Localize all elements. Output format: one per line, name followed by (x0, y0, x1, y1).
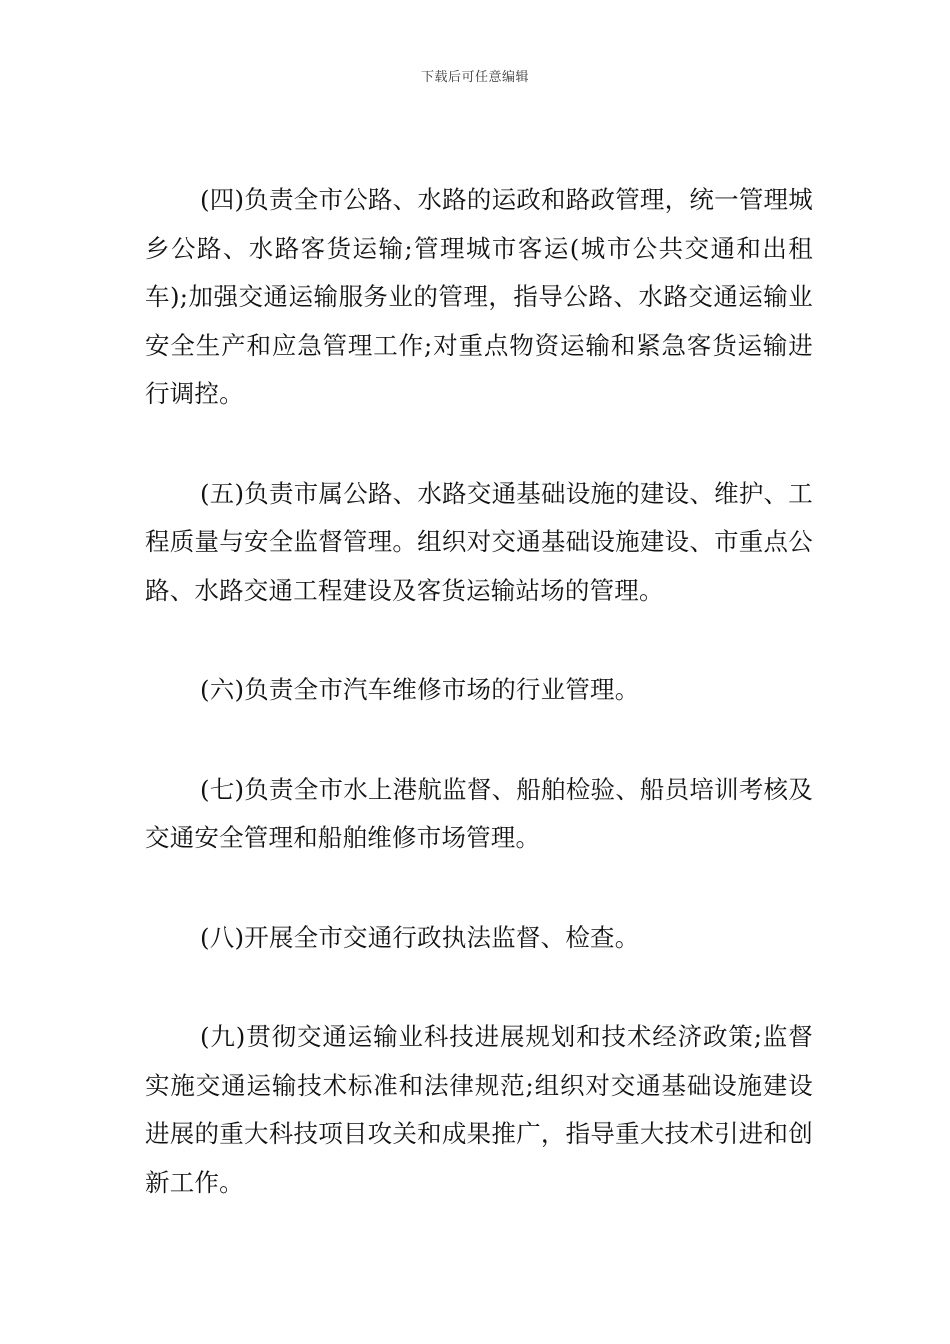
paragraph-9: (九)贯彻交通运输业科技进展规划和技术经济政策;监督实施交通运输技术标准和法律规范;组织对交通基础设施建设进展的重大科技项目攻关和成果推广，指导重大技术引进和创新工作。 (145, 1022, 813, 1197)
paragraph-6: (六)负责全市汽车维修市场的行业管理。 (200, 675, 640, 704)
paragraph-7: (七)负责全市水上港航监督、船舶检验、船员培训考核及交通安全管理和船舶维修市场管理。 (145, 774, 813, 852)
page-header: 下载后可任意编辑 (420, 70, 529, 85)
paragraph-8: (八)开展全市交通行政执法监督、检查。 (200, 922, 640, 952)
paragraph-4: (四)负责全市公路、水路的运政和路政管理，统一管理城乡公路、水路客货运输;管理城市客运(城市公共交通和出租车);加强交通运输服务业的管理，指导公路、水路交通运输业安全生产和应急管理工作;对重点物资运输和紧急客货运输进行调控。 (145, 185, 813, 408)
paragraph-5: (五)负责市属公路、水路交通基础设施的建设、维护、工程质量与安全监督管理。组织对交通基础设施建设、市重点公路、水路交通工程建设及客货运输站场的管理。 (145, 478, 813, 605)
document-body (145, 176, 813, 1207)
